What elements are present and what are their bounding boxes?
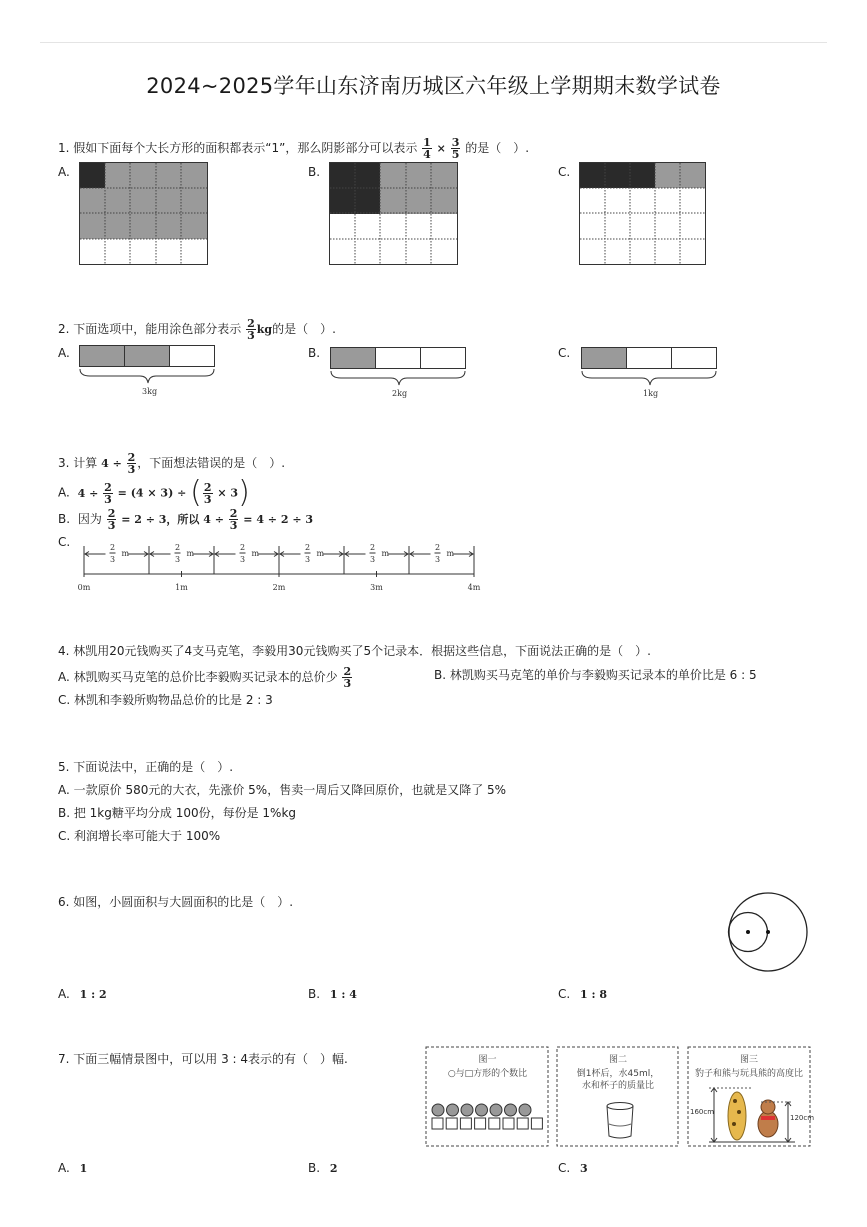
question-3-tail: ，下面想法错误的是（ ）.: [137, 456, 286, 470]
q7-picture-3-height-1: 160cm: [690, 1108, 715, 1116]
q7-option-b[interactable]: [308, 1159, 338, 1178]
square-shape: [446, 1118, 457, 1129]
square-shape: [460, 1118, 471, 1129]
svg-text:2: 2: [369, 543, 376, 552]
svg-text:3: 3: [239, 555, 246, 564]
q7-a-label: A.: [58, 1161, 70, 1175]
q5-option-a[interactable]: A. 一款原价 580元的大衣，先涨价 5%，售卖一周后又降回原价，也就是又降了 5%: [58, 783, 507, 797]
q7-b-label: B.: [308, 1161, 321, 1175]
top-divider: [40, 42, 827, 43]
svg-text:m: m: [446, 549, 455, 558]
q3-option-a-label: A.: [58, 485, 70, 500]
square-shape: [432, 1118, 443, 1129]
number-line-segment: [149, 540, 214, 574]
number-line-tick-label: 1m: [175, 583, 188, 592]
q6-c-value: 1 : 8: [580, 988, 608, 1001]
q7-b-value: 2: [329, 1162, 338, 1175]
q4-option-a-text: A. 林凯购买马克笔的总价比李毅购买记录本的总价少: [58, 670, 338, 684]
fraction-3-5: $\frac{3}{5}$: [451, 136, 460, 161]
question-1-text: 1. 假如下面每个大长方形的面积都表示“1”，那么阴影部分可以表示: [58, 141, 418, 155]
times-sign: ×: [436, 142, 446, 155]
number-line-tick-label: 4m: [467, 583, 481, 592]
svg-text:m: m: [121, 549, 130, 558]
q6-b-label: B.: [308, 987, 321, 1001]
question-7-text: 7. 下面三幅情景图中，可以用 3 : 4表示的有（ ）幅.: [58, 1052, 348, 1066]
number-line-segment: [214, 540, 279, 574]
svg-text:2: 2: [174, 543, 181, 552]
q4-option-c[interactable]: C. 林凯和李毅所购物品总价的比是 2 : 3: [58, 693, 273, 707]
q3-option-c-number-line[interactable]: [76, 528, 486, 596]
q1-option-c-figure[interactable]: [579, 162, 707, 266]
q4-option-b[interactable]: B. 林凯购买马克笔的单价与李毅购买记录本的单价比是 6 : 5: [434, 668, 757, 682]
q3-option-b-label: B.: [58, 512, 71, 526]
q2-option-c-label[interactable]: C.: [558, 346, 571, 360]
fraction-2-3: $\frac{2}{3}$: [107, 507, 116, 532]
circle-shape: [505, 1104, 517, 1116]
svg-text:3: 3: [369, 555, 376, 564]
fraction-2-3: $\frac{2}{3}$: [247, 317, 255, 342]
q3-a-expr-3: × 3: [217, 486, 239, 500]
svg-text:2: 2: [304, 543, 311, 552]
fraction-2-3: $\frac{2}{3}$: [343, 665, 352, 690]
question-3: [58, 452, 285, 475]
circle-shape: [476, 1104, 488, 1116]
question-6-text: 6. 如图，小圆面积与大圆面积的比是（ ）.: [58, 895, 294, 909]
svg-text:m: m: [251, 549, 260, 558]
q7-option-a[interactable]: [58, 1159, 87, 1178]
q2-option-b-weight: 2kg: [392, 389, 408, 398]
square-shape: [475, 1118, 486, 1129]
number-line-segment: [409, 540, 474, 574]
question-2: [58, 318, 336, 341]
q6-option-a[interactable]: [58, 985, 107, 1004]
q7-picture-3-title: 图三: [739, 1055, 758, 1065]
q2-option-a-weight: 3kg: [142, 387, 158, 396]
q1-option-b-label[interactable]: B.: [308, 165, 321, 179]
square-shape: [531, 1118, 542, 1129]
q7-picture-2-caption-1: 倒1杯后，水45ml，: [576, 1069, 660, 1079]
q7-picture-1-caption: ○与□方形的个数比: [447, 1069, 528, 1079]
fraction-2-3: $\frac{2}{3}$: [104, 480, 112, 506]
q6-option-c[interactable]: [558, 985, 607, 1004]
q5-option-b[interactable]: B. 把 1kg糖平均分成 100份，每份是 1%kg: [58, 806, 297, 820]
q7-picture-3-height-2: 120cm: [790, 1114, 815, 1122]
question-4-text: 4. 林凯用20元钱购买了4支马克笔，李毅用30元钱购买了5个记录本．根据这些信息，下面说法正确的是（ ）.: [58, 644, 651, 658]
number-line-segment: [344, 540, 409, 574]
unit-kg: kg: [256, 323, 273, 336]
q1-option-a-figure[interactable]: [79, 162, 209, 266]
q1-option-a-label[interactable]: A.: [58, 165, 70, 179]
q3-expression: 4 ÷: [101, 457, 122, 470]
number-line-tick-label: 0m: [77, 583, 91, 592]
svg-text:m: m: [186, 549, 195, 558]
q6-b-value: 1 : 4: [329, 988, 357, 1001]
q4-option-a[interactable]: [58, 666, 353, 689]
q3-b-expr-2: = 4 ÷ 2 ÷ 3: [243, 513, 314, 526]
q7-picture-2-caption-2: 水和杯子的质量比: [581, 1081, 654, 1091]
svg-text:m: m: [316, 549, 325, 558]
q3-b-expr-1: = 2 ÷ 3，所以 4 ÷: [121, 513, 224, 526]
q7-c-value: 3: [580, 1162, 588, 1175]
q1-option-b-figure[interactable]: [329, 162, 459, 266]
q7-picture-1-title: 图一: [478, 1055, 497, 1065]
q1-option-c-label[interactable]: C.: [558, 165, 571, 179]
question-2-tail: 的是（ ）.: [272, 322, 336, 336]
number-line-segment: [84, 540, 149, 574]
q3-a-expr-1: 4 ÷: [77, 486, 99, 500]
q7-picture-3-caption: 豹子和熊与玩具熊的高度比: [694, 1069, 803, 1079]
circle-shape: [490, 1104, 502, 1116]
question-2-text: 2. 下面选项中，能用涂色部分表示: [58, 322, 242, 336]
q6-a-label: A.: [58, 987, 70, 1001]
fraction-1-4: $\frac{1}{4}$: [423, 136, 431, 161]
right-paren: ): [238, 475, 250, 510]
circle-shape: [461, 1104, 473, 1116]
q3-option-c-label[interactable]: C.: [58, 535, 71, 549]
q6-circles-figure: [726, 890, 810, 974]
fraction-2-3: $\frac{2}{3}$: [229, 507, 238, 532]
svg-text:3: 3: [434, 555, 441, 564]
question-5-text: 5. 下面说法中，正确的是（ ）.: [58, 760, 234, 774]
svg-text:3: 3: [304, 555, 311, 564]
square-shape: [489, 1118, 500, 1129]
number-line-tick-label: 2m: [272, 583, 286, 592]
q7-picture-2-title: 图二: [608, 1055, 627, 1065]
q2-option-c-weight: 1kg: [643, 389, 659, 398]
question-3-text: 3. 计算: [58, 456, 98, 470]
svg-text:2: 2: [109, 543, 116, 552]
q5-option-c[interactable]: C. 利润增长率可能大于 100%: [58, 829, 221, 843]
square-shape: [503, 1118, 514, 1129]
svg-text:m: m: [381, 549, 390, 558]
svg-text:2: 2: [434, 543, 441, 552]
q3-b-text: 因为: [77, 512, 102, 526]
circle-shape: [519, 1104, 531, 1116]
svg-text:2: 2: [239, 543, 246, 552]
number-line-segment: [279, 540, 344, 574]
q6-a-value: 1 : 2: [79, 988, 107, 1001]
fraction-2-3: $\frac{2}{3}$: [127, 451, 136, 476]
q6-option-b[interactable]: [308, 985, 357, 1004]
q3-a-expr-2: = (4 × 3) ÷: [117, 486, 187, 500]
question-1: [58, 137, 529, 160]
circle-shape: [447, 1104, 459, 1116]
q2-option-b-label[interactable]: B.: [308, 346, 321, 360]
number-line-tick-label: 3m: [370, 583, 383, 592]
square-shape: [517, 1118, 528, 1129]
q3-option-a[interactable]: [58, 475, 250, 510]
question-1-tail: 的是（ ）.: [465, 141, 530, 155]
svg-text:3: 3: [109, 555, 116, 564]
circle-shape: [432, 1104, 444, 1116]
q7-c-label: C.: [558, 1161, 571, 1175]
q2-option-a-label[interactable]: A.: [58, 346, 70, 360]
left-paren: (: [190, 475, 202, 510]
page-title: 2024~2025学年山东济南历城区六年级上学期期末数学试卷: [146, 74, 721, 98]
svg-text:3: 3: [174, 555, 181, 564]
q6-c-label: C.: [558, 987, 571, 1001]
fraction-2-3: $\frac{2}{3}$: [203, 480, 212, 506]
q7-a-value: 1: [79, 1162, 88, 1175]
q7-option-c[interactable]: [558, 1159, 588, 1178]
